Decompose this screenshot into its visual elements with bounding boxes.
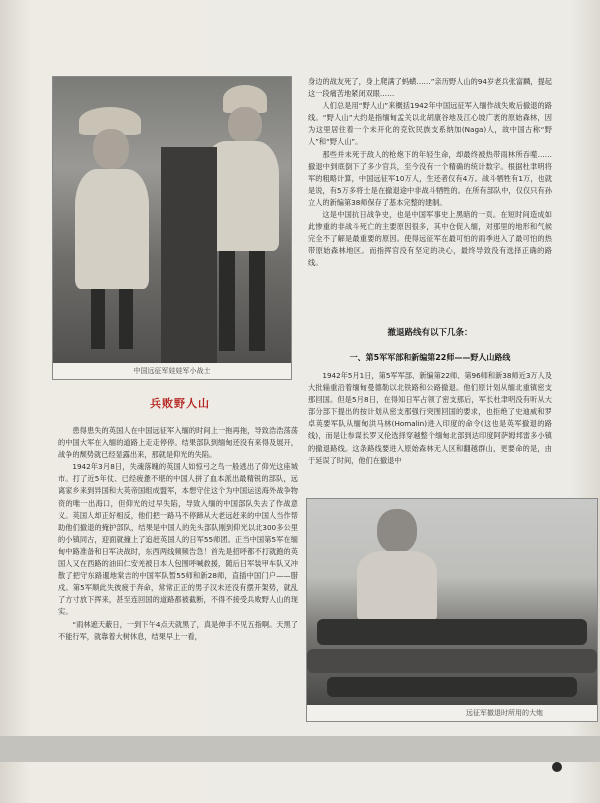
footer-band bbox=[0, 736, 600, 762]
photo-caption bbox=[307, 705, 597, 721]
page-marker-dot bbox=[552, 762, 562, 772]
left-column-text bbox=[58, 425, 298, 643]
paragraph: 这是中国抗日战争史，也是中国军事史上黑暗的一页。在短时间造成如此惨重的非战斗死亡的主要原因很多，其中仓促入缅，对那里的地形和气候完全不了解是最重要的原因。使得远征军在最可怕的雨季进入了最可怕的热带原始森林地区。而指挥官没有坚定的决心，最终导致没有选择正确的路线。 bbox=[308, 210, 552, 268]
paragraph: 人们总是用“野人山”来概括1942年中国远征军入缅作战失败后撤退的路线。“野人山”大约是指缅甸孟关以北胡康谷地及江心坡广袤的原始森林，因为这里居住着一个未开化的克钦民族支系纳加(Naga)人，故中国古称“野人”和“野人山”。 bbox=[308, 101, 552, 147]
paragraph: 身边的战友死了，身上爬满了蚂蟥……”亲历野人山的94岁老兵张富麟，提起这一段痛苦地紧闭双眼…… bbox=[308, 77, 552, 99]
paragraph: 1942年3月8日，失魂落魄的英国人如惊弓之鸟一般逃出了仰光这座城市。打了近5年仗、已经疲惫不堪的中国人拼了血本派出最精锐的部队，远离家乡来到异国和大英帝国组成盟军，本想守住这个为中国运送海外战争物资的唯一出海口，但仰光的过早失陷，导致入缅的中国部队失去了作战意义。英国人却正好相反，他们把一路马不停蹄从大老远赶来的中国人当作帮助他们撤退的掩护部队，结果是中国人的先头部队刚到仰光以北300多公里的小镇同古，迎面就撞上了追赶英国人的日军55师团。正当中国第5军在缅甸中路准备和日军决战时，东西两线频频告急！首先是招呼都不打就跑的英国人又在西路的油田仁安羌被日本人包围呼喊救援，随后日军装甲车队又冲散了把守东路暹地棠吉的中国军队暂55师和新28师，直插中国门户——腊戍。第5军顺此失彼疲于奔命，常常正正的男子汉未还没有摆开架势，就乱了方寸放下挥来，甚至连回国的道路都被截断，不得不接受兵败野人山的现实。 bbox=[58, 462, 298, 617]
child-soldiers-photo bbox=[52, 76, 292, 380]
caption-text: 远征军撤退时所用的大炮 bbox=[466, 709, 543, 717]
routes-heading: 撤退路线有以下几条： bbox=[387, 328, 473, 338]
paragraph: 患得患失的英国人在中国远征军入缅的时间上一拖再拖，导致浩浩荡荡的中国大军在入缅的道路上走走停停。结果部队到缅甸还没有来得及展开，战争的颓势就已经显露出来，那就是仰光的失陷。 bbox=[58, 426, 298, 460]
paragraph: 1942年5月1日，第5军军部、新编第22师、第96师和新38师近3万人及大批辎重沿着缅甸曼德勒以北铁路和公路撤退。他们原计划从缅北重镇密支那回国。但是5月8日，在得知日军占领了密支那后，军长杜聿明没有听从大部分部下提出的按计划从密支那强行突围回国的要求，也拒绝了史迪威和罗卓英要军队从缅甸洪马林(Homalin)进入印度的命令(这也是英军撤退的路线)，而是让参谋长罗又伦选择穿越整个缅甸北部到达印度阿萨姆邦雷多小镇的撤退路线。这条路线要进入原始森林无人区和翻越群山，更要命的是，由于延误了时间，他们在撤退中 bbox=[308, 371, 552, 465]
section-title: 兵败野人山 bbox=[150, 397, 210, 410]
paragraph: “雨林遮天蔽日，一到下午4点天就黑了，真是伸手不见五指啊。天黑了不能行军，就靠着大树休息，结果早上一看， bbox=[58, 619, 298, 641]
right-column-text bbox=[308, 76, 552, 270]
paragraph: 那些并未死于敌人的枪炮下的年轻生命，却最终被热带雨林所吞噬……撤退中到底倒下了多少官兵，至今没有一个精确的统计数字。根据杜聿明将军的粗略计算，中国远征军10万人，生还者仅有4万。战斗牺牲有1万，也就是说，有5万多将士是在撤退途中非战斗牺牲的。在所有部队中，仅仅只有孙立人的新编第38师保存了基本完整的建制。 bbox=[308, 149, 552, 207]
photo-caption: 中国远征军娃娃军小战士 bbox=[53, 363, 291, 379]
artillery-photo bbox=[306, 498, 598, 722]
right-column-text-2 bbox=[308, 370, 552, 467]
route-one-heading: 一、第5军军部和新编第22师——野人山路线 bbox=[349, 353, 511, 362]
